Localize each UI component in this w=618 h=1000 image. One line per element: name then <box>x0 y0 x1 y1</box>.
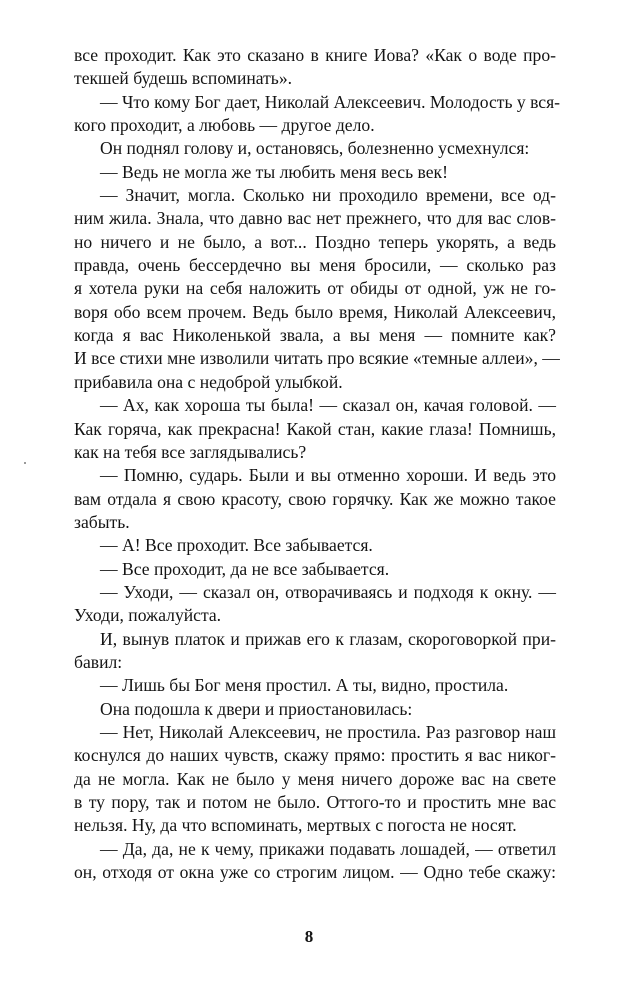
text-line: забыть. <box>74 511 130 532</box>
text-line: да не могла. Как не было у меня ничего дороже вас на свете <box>74 768 556 789</box>
text-line: все проходит. Как это сказано в книге Иова? «Как о воде про- <box>74 45 556 65</box>
text-line: — Ах, как хороша ты была! — сказал он, качая головой. — <box>100 395 556 416</box>
text-line: Она подошла к двери и приостановилась: <box>100 698 413 719</box>
text-line: как на тебя все заглядывались? <box>74 441 307 462</box>
text-line: воря обо всем прочем. Ведь было время, Николай Алексеевич, <box>74 301 556 322</box>
text-line: я хотела руки на себя наложить от обиды от одной, уж не го- <box>74 278 556 299</box>
text-line: в ту пору, так и потом не было. Оттого-то и простить мне вас <box>74 792 556 812</box>
text-line: Он поднял голову и, остановясь, болезненно усмехнулся: <box>100 138 530 159</box>
text-line: кого проходит, а любовь — другое дело. <box>74 115 375 136</box>
text-line: ним жила. Знала, что давно вас нет прежнего, что для вас слов- <box>74 208 556 229</box>
text-line: — Да, да, не к чему, прикажи подавать лошадей, — ответил <box>100 838 556 859</box>
text-line: прибавила она с недоброй улыбкой. <box>74 371 343 392</box>
text-line: — Помню, сударь. Были и вы отменно хороши. И ведь это <box>100 465 556 486</box>
text-line: — Все проходит, да не все забывается. <box>100 558 390 579</box>
text-line: — Лишь бы Бог меня простил. А ты, видно, простила. <box>100 675 509 696</box>
text-line: — Ведь не могла же ты любить меня весь век! <box>100 161 448 182</box>
text-line: вам отдала я свою красоту, свою горячку. Как же можно такое <box>74 488 556 509</box>
text-line: И все стихи мне изволили читать про всякие «темные аллеи», — <box>74 348 560 369</box>
text-line: — А! Все проходит. Все забывается. <box>100 535 373 556</box>
text-line: коснулся до наших чувств, скажу прямо: простить я вас никог- <box>74 745 556 766</box>
text-line: — Нет, Николай Алексеевич, не простила. Раз разговор наш <box>100 721 556 742</box>
text-line: нельзя. Ну, да что вспоминать, мертвых с погоста не носят. <box>74 815 517 836</box>
text-line: когда я вас Николенькой звала, а вы меня — помните как? <box>74 325 556 346</box>
page-body-text <box>74 44 561 884</box>
text-line: — Уходи, — сказал он, отворачиваясь и подходя к окну. — <box>100 581 556 602</box>
text-line: — Что кому Бог дает, Николай Алексеевич. Молодость у вся- <box>100 91 561 112</box>
text-line: Уходи, пожалуйста. <box>74 605 222 626</box>
text-line: Как горяча, как прекрасна! Какой стан, какие глаза! Помнишь, <box>74 418 556 439</box>
text-line: бавил: <box>74 651 123 672</box>
text-line: он, отходя от окна уже со строгим лицом. — Одно тебе скажу: <box>74 862 556 883</box>
text-line: текшей будешь вспоминать». <box>74 68 293 89</box>
scan-speck <box>24 462 26 464</box>
text-line: но ничего и не было, а вот... Поздно теперь укорять, а ведь <box>74 231 556 252</box>
text-line: И, вынув платок и прижав его к глазам, скороговоркой при- <box>100 628 556 649</box>
text-line: — Значит, могла. Сколько ни проходило времени, все од- <box>100 185 556 206</box>
text-line: правда, очень бессердечно вы меня бросили, — сколько раз <box>74 255 556 276</box>
page-number: 8 <box>304 927 314 946</box>
